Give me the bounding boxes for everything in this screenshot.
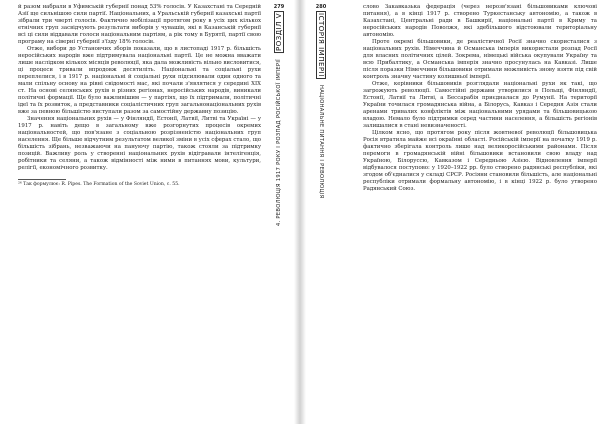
left-paragraph-3: Значення національних рухів — у Фінляндії, Естонії, Латвії, Литві та Україні — у 1917 р. навіть дещо в загальному вже розгорнутих процесів окремих національностей, що пов'язане з соціальною розрізненістю національних груп населення. Ще більше відчутним результатом великої зміни в усіх сферах стало, що більшість зібрань, незважаючи на пануючу партію, також стояли за підтримку позицій. Важливу роль у створенні національних рухів відігравали інтелігенція, робітники та селяни, а також відмінності між ними в питаннях мови, культури, релігії, економічного розвитку. [18,116,261,171]
right-body-text [363,4,597,193]
right-page-number: 280 [315,4,327,10]
left-body-text [18,4,261,188]
footnote-divider [18,179,66,180]
right-paragraph-2: Проте окремі більшовики, де реалістичної Росії значно скористалися з національних рухів. Німеччина й Османська імперія використали розпад Росії для власних політичних цілей. Зокрема, німецькі війська окупували Україну та всю Прибалтику, а Османська імперія значно просунулась на Кавказі. Лише після поразки Німеччини більшовики отримали можливість знову взяти під свій контроль значну частину колишньої імперії. [363,39,597,80]
left-paragraph-1: й разом набрали в Уфимській губернії понад 53% голосів. У Казахстані та Середній Азії ще сильнішою сили партії. Національних, а Уральській губернії казахські партії зібрали три чверті голосів. Фактично мобілізації протягом року в усіх цих кількох етнічних груп засвідчують результати виборів у чувашів, які в Казанській губернії всі ці сили віддавали голоси національним партіям, а рік тому в Бурятії, партії свою програму на сіверні губернії з'їзду 18% голосів. [18,4,261,45]
left-paragraph-2: Отже, вибори до Установчих зборів показали, що в листопаді 1917 р. більшість неросійських народів вже підтримувала національні партії. Це не можна вважати лише наслідком кількох місяців революції, яка дала можливість вільно висловитися, ці процеси тривали впродовж десятиліть. Національні та соціальні рухи переплелися, і в 1917 р. національні й соціальні рухи підсилювали один одного та мали спільну основу на рівні свідомості мас, які почали з'являтися у середині XIX ст. На основі селянських рухів в різних регіонах, неросійських народів, виникали політичні формації. Ще було важливішим — у партіях, що їх підтримали, політичні ідеї та їх розвиток, а представники соціалістичних груп загальнонаціональних рухів вже за певною більшістю виступали разом за самостійну державну позицію. [18,46,261,115]
right-running-title: НАЦІОНАЛЬНЕ ПИТАННЯ І РЕВОЛЮЦІЯ [318,84,324,199]
right-page [300,0,600,424]
right-running-head [310,4,332,410]
right-section-tab: ІСТОРІЯ ІМПЕРІЇ [317,13,325,77]
left-running-head [268,4,290,410]
left-section-tab: РОЗДІЛ V [275,13,283,52]
left-page-number: 279 [273,4,285,10]
left-footnote: ²⁶ Так формулює: R. Pipes. The Formation of the Soviet Union, с. 55. [18,182,180,187]
right-paragraph-1: слово Закавказька федерація (через нерозв'язані більшовиками ключові питання), а в кінці 1917 р. створено Туркестанську автономію, а також в Казахстані, Центральні ради в Башкирії, національні партії в Криму та неросійських народів Поволжя, які здебільшого відстоювали територіальну автономію. [363,4,597,38]
right-paragraph-3: Отже, керівники більшовиків розглядали національні рухи як такі, що загрожують революції. Самостійні держави утворилися в Польщі, Фінляндії, Естонії, Латвії та Литві, а Бессарабія приєдналася до Румунії. На території України точилася громадянська війна, а Білорусь, Кавказ і Середня Азія стали аренами тривалих конфліктів між національними урядами та більшовицькою владою. Немало було підтримки серед частини населення, а більшість регіонів залишалися в стані невизначеності. [363,81,597,129]
right-paragraph-4: Цілком ясно, що протягом року після жовтневої революції більшовицька Росія втратила майже всі окраїнні області. Російській імперії на початку 1919 р. фактично зберігала контроль лише над великоросійськими районами. Після перемоги в громадянській війні більшовики встановили свою владу над Україною, Білоруссю, Кавказом і Середньою Азією. Відновлення імперії відбувалося поступово: у 1920–1922 рр. було створено радянські республіки, які згодом об'єдналися у складі СРСР. Росіяни становили більшість, але національні республіки отримали формальну автономію, і в кінці 1922 р. було утворено Радянський Союз. [363,130,597,192]
left-running-title: 4. РЕВОЛЮЦІЯ 1917 РОКУ І РОЗПАД РОСІЙСЬКОЇ ІМПЕРІЇ [276,59,282,227]
